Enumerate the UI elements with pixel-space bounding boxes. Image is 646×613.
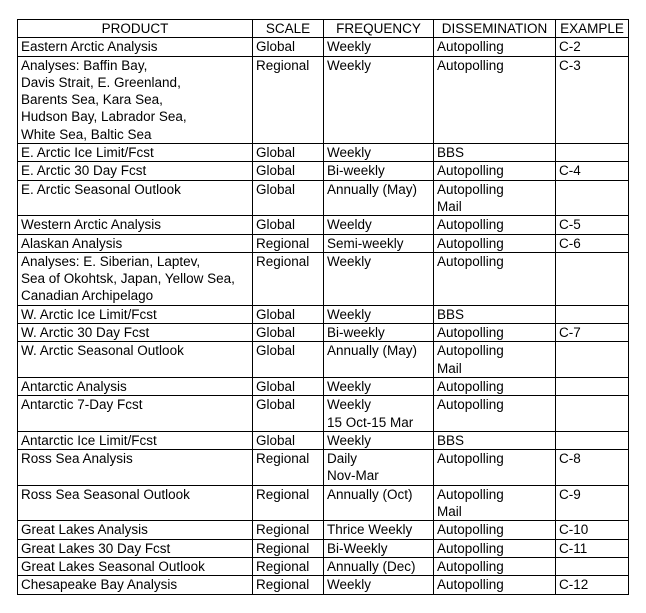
cell-dissemination bbox=[434, 342, 556, 378]
cell-example bbox=[556, 342, 629, 378]
product-line: Alaskan Analysis bbox=[21, 235, 123, 251]
cell-example: C-10 bbox=[556, 521, 629, 539]
frequency-line: Weekly bbox=[327, 397, 372, 413]
cell-frequency bbox=[324, 576, 434, 594]
cell-product bbox=[18, 342, 253, 378]
cell-product bbox=[18, 306, 253, 324]
product-line: E. Arctic Seasonal Outlook bbox=[21, 181, 181, 197]
cell-scale: Regional bbox=[253, 235, 324, 253]
cell-example bbox=[556, 558, 629, 576]
dissemination-line: Autopolling bbox=[437, 57, 504, 73]
cell-scale: Global bbox=[253, 162, 324, 180]
cell-scale: Global bbox=[253, 396, 324, 432]
product-line: Analyses: Baffin Bay, bbox=[21, 57, 148, 73]
table-row bbox=[18, 396, 629, 432]
dissemination-line: BBS bbox=[437, 306, 465, 322]
frequency-line: Weeldy bbox=[327, 217, 372, 233]
frequency-line: Weekly bbox=[327, 306, 372, 322]
dissemination-line: Autopolling bbox=[437, 253, 504, 269]
table-row bbox=[18, 486, 629, 522]
cell-example bbox=[556, 396, 629, 432]
frequency-line: Weekly bbox=[327, 432, 372, 448]
cell-dissemination bbox=[434, 576, 556, 594]
table-row bbox=[18, 235, 629, 253]
cell-product bbox=[18, 57, 253, 144]
cell-product bbox=[18, 576, 253, 594]
cell-example bbox=[556, 181, 629, 217]
frequency-line: Weekly bbox=[327, 39, 372, 55]
frequency-line: Daily bbox=[327, 451, 358, 467]
cell-frequency bbox=[324, 558, 434, 576]
product-line: White Sea, Baltic Sea bbox=[21, 126, 152, 142]
cell-product bbox=[18, 38, 253, 56]
frequency-line: Weekly bbox=[327, 577, 372, 593]
dissemination-line: Autopolling bbox=[437, 181, 504, 197]
cell-dissemination bbox=[434, 450, 556, 486]
product-table bbox=[17, 19, 629, 595]
cell-scale: Regional bbox=[253, 253, 324, 306]
cell-scale: Regional bbox=[253, 450, 324, 486]
cell-dissemination bbox=[434, 162, 556, 180]
header-frequency: FREQUENCY bbox=[324, 20, 434, 38]
cell-product bbox=[18, 396, 253, 432]
dissemination-line: Mail bbox=[437, 198, 462, 214]
table-row bbox=[18, 324, 629, 342]
cell-dissemination bbox=[434, 253, 556, 306]
cell-product bbox=[18, 450, 253, 486]
cell-product bbox=[18, 253, 253, 306]
cell-dissemination bbox=[434, 486, 556, 522]
table-row bbox=[18, 450, 629, 486]
cell-dissemination bbox=[434, 181, 556, 217]
header-dissemination: DISSEMINATION bbox=[434, 20, 556, 38]
frequency-line: Nov-Mar bbox=[327, 468, 379, 484]
frequency-line: Annually (May) bbox=[327, 181, 418, 197]
cell-dissemination bbox=[434, 378, 556, 396]
cell-dissemination bbox=[434, 144, 556, 162]
cell-example bbox=[556, 306, 629, 324]
frequency-line: Annually (Oct) bbox=[327, 486, 413, 502]
cell-example: C-5 bbox=[556, 216, 629, 234]
product-line: E. Arctic Ice Limit/Fcst bbox=[21, 145, 154, 161]
cell-dissemination bbox=[434, 235, 556, 253]
cell-scale: Global bbox=[253, 432, 324, 450]
cell-scale: Global bbox=[253, 38, 324, 56]
cell-frequency bbox=[324, 486, 434, 522]
cell-example: C-3 bbox=[556, 57, 629, 144]
dissemination-line: Autopolling bbox=[437, 397, 504, 413]
cell-product bbox=[18, 162, 253, 180]
dissemination-line: BBS bbox=[437, 145, 465, 161]
cell-example: C-12 bbox=[556, 576, 629, 594]
frequency-line: Bi-weekly bbox=[327, 325, 385, 341]
cell-product bbox=[18, 235, 253, 253]
dissemination-line: Autopolling bbox=[437, 558, 504, 574]
dissemination-line: Autopolling bbox=[437, 217, 504, 233]
cell-frequency bbox=[324, 521, 434, 539]
table-row bbox=[18, 540, 629, 558]
product-line: W. Arctic Seasonal Outlook bbox=[21, 343, 184, 359]
table-row bbox=[18, 576, 629, 594]
dissemination-line: Autopolling bbox=[437, 522, 504, 538]
product-line: Hudson Bay, Labrador Sea, bbox=[21, 109, 187, 125]
cell-example bbox=[556, 432, 629, 450]
product-line: Sea of Okohtsk, Japan, Yellow Sea, bbox=[21, 271, 235, 287]
cell-frequency bbox=[324, 144, 434, 162]
table-row bbox=[18, 253, 629, 306]
cell-scale: Regional bbox=[253, 521, 324, 539]
table-row bbox=[18, 38, 629, 56]
cell-product bbox=[18, 144, 253, 162]
cell-product bbox=[18, 558, 253, 576]
cell-dissemination bbox=[434, 521, 556, 539]
cell-frequency bbox=[324, 432, 434, 450]
cell-frequency bbox=[324, 38, 434, 56]
cell-scale: Global bbox=[253, 144, 324, 162]
header-row bbox=[18, 20, 629, 38]
product-line: Barents Sea, Kara Sea, bbox=[21, 92, 163, 108]
cell-example: C-8 bbox=[556, 450, 629, 486]
cell-scale: Regional bbox=[253, 540, 324, 558]
cell-dissemination bbox=[434, 306, 556, 324]
product-line: Great Lakes 30 Day Fcst bbox=[21, 540, 171, 556]
dissemination-line: Autopolling bbox=[437, 540, 504, 556]
cell-scale: Global bbox=[253, 378, 324, 396]
product-line: W. Arctic Ice Limit/Fcst bbox=[21, 306, 157, 322]
cell-frequency bbox=[324, 57, 434, 144]
cell-dissemination bbox=[434, 558, 556, 576]
cell-frequency bbox=[324, 450, 434, 486]
table-row bbox=[18, 144, 629, 162]
cell-frequency bbox=[324, 378, 434, 396]
dissemination-line: Mail bbox=[437, 504, 462, 520]
cell-dissemination bbox=[434, 540, 556, 558]
cell-scale: Global bbox=[253, 306, 324, 324]
frequency-line: Annually (Dec) bbox=[327, 558, 416, 574]
cell-scale: Regional bbox=[253, 576, 324, 594]
product-line: E. Arctic 30 Day Fcst bbox=[21, 163, 147, 179]
cell-dissemination bbox=[434, 432, 556, 450]
frequency-line: Annually (May) bbox=[327, 343, 418, 359]
cell-example: C-6 bbox=[556, 235, 629, 253]
cell-scale: Global bbox=[253, 181, 324, 217]
product-line: Antarctic 7-Day Fcst bbox=[21, 397, 143, 413]
product-line: Canadian Archipelago bbox=[21, 288, 154, 304]
cell-frequency bbox=[324, 324, 434, 342]
cell-product bbox=[18, 432, 253, 450]
product-line: Antarctic Ice Limit/Fcst bbox=[21, 432, 157, 448]
product-line: Eastern Arctic Analysis bbox=[21, 39, 158, 55]
cell-frequency bbox=[324, 216, 434, 234]
cell-example: C-4 bbox=[556, 162, 629, 180]
table-row bbox=[18, 342, 629, 378]
cell-example: C-2 bbox=[556, 38, 629, 56]
cell-scale: Regional bbox=[253, 558, 324, 576]
cell-scale: Global bbox=[253, 342, 324, 378]
dissemination-line: Autopolling bbox=[437, 235, 504, 251]
frequency-line: 15 Oct-15 Mar bbox=[327, 414, 414, 430]
dissemination-line: Autopolling bbox=[437, 343, 504, 359]
product-line: Ross Sea Analysis bbox=[21, 451, 133, 467]
frequency-line: Weekly bbox=[327, 145, 372, 161]
dissemination-line: Mail bbox=[437, 360, 462, 376]
dissemination-line: BBS bbox=[437, 432, 465, 448]
cell-dissemination bbox=[434, 216, 556, 234]
cell-example: C-7 bbox=[556, 324, 629, 342]
table-row bbox=[18, 306, 629, 324]
cell-product bbox=[18, 181, 253, 217]
table-row bbox=[18, 216, 629, 234]
cell-product bbox=[18, 486, 253, 522]
product-line: Chesapeake Bay Analysis bbox=[21, 577, 178, 593]
cell-example bbox=[556, 253, 629, 306]
product-line: W. Arctic 30 Day Fcst bbox=[21, 325, 150, 341]
cell-scale: Global bbox=[253, 216, 324, 234]
dissemination-line: Autopolling bbox=[437, 325, 504, 341]
header-scale: SCALE bbox=[253, 20, 324, 38]
table-row bbox=[18, 558, 629, 576]
frequency-line: Weekly bbox=[327, 57, 372, 73]
cell-frequency bbox=[324, 162, 434, 180]
product-line: Western Arctic Analysis bbox=[21, 217, 162, 233]
cell-product bbox=[18, 540, 253, 558]
dissemination-line: Autopolling bbox=[437, 163, 504, 179]
cell-dissemination bbox=[434, 57, 556, 144]
dissemination-line: Autopolling bbox=[437, 378, 504, 394]
table-row bbox=[18, 57, 629, 144]
frequency-line: Semi-weekly bbox=[327, 235, 404, 251]
dissemination-line: Autopolling bbox=[437, 39, 504, 55]
cell-product bbox=[18, 216, 253, 234]
cell-frequency bbox=[324, 306, 434, 324]
cell-frequency bbox=[324, 396, 434, 432]
table-row bbox=[18, 432, 629, 450]
frequency-line: Weekly bbox=[327, 253, 372, 269]
header-product: PRODUCT bbox=[18, 20, 253, 38]
product-line: Great Lakes Analysis bbox=[21, 522, 148, 538]
header-example: EXAMPLE bbox=[556, 20, 629, 38]
table-row bbox=[18, 162, 629, 180]
dissemination-line: Autopolling bbox=[437, 451, 504, 467]
cell-scale: Regional bbox=[253, 486, 324, 522]
dissemination-line: Autopolling bbox=[437, 486, 504, 502]
cell-example: C-11 bbox=[556, 540, 629, 558]
cell-product bbox=[18, 324, 253, 342]
cell-dissemination bbox=[434, 396, 556, 432]
cell-frequency bbox=[324, 235, 434, 253]
product-line: Ross Sea Seasonal Outlook bbox=[21, 486, 190, 502]
product-line: Great Lakes Seasonal Outlook bbox=[21, 558, 205, 574]
table-row bbox=[18, 181, 629, 217]
cell-product bbox=[18, 521, 253, 539]
product-line: Analyses: E. Siberian, Laptev, bbox=[21, 253, 201, 269]
frequency-line: Bi-weekly bbox=[327, 163, 385, 179]
cell-dissemination bbox=[434, 38, 556, 56]
cell-example bbox=[556, 144, 629, 162]
table-row bbox=[18, 521, 629, 539]
frequency-line: Thrice Weekly bbox=[327, 522, 413, 538]
product-line: Davis Strait, E. Greenland, bbox=[21, 74, 181, 90]
cell-scale: Global bbox=[253, 324, 324, 342]
cell-product bbox=[18, 378, 253, 396]
cell-frequency bbox=[324, 342, 434, 378]
cell-example bbox=[556, 378, 629, 396]
frequency-line: Weekly bbox=[327, 378, 372, 394]
cell-scale: Regional bbox=[253, 57, 324, 144]
product-line: Antarctic Analysis bbox=[21, 378, 127, 394]
cell-example: C-9 bbox=[556, 486, 629, 522]
cell-dissemination bbox=[434, 324, 556, 342]
dissemination-line: Autopolling bbox=[437, 577, 504, 593]
frequency-line: Bi-Weekly bbox=[327, 540, 388, 556]
cell-frequency bbox=[324, 253, 434, 306]
cell-frequency bbox=[324, 540, 434, 558]
table-row bbox=[18, 378, 629, 396]
cell-frequency bbox=[324, 181, 434, 217]
